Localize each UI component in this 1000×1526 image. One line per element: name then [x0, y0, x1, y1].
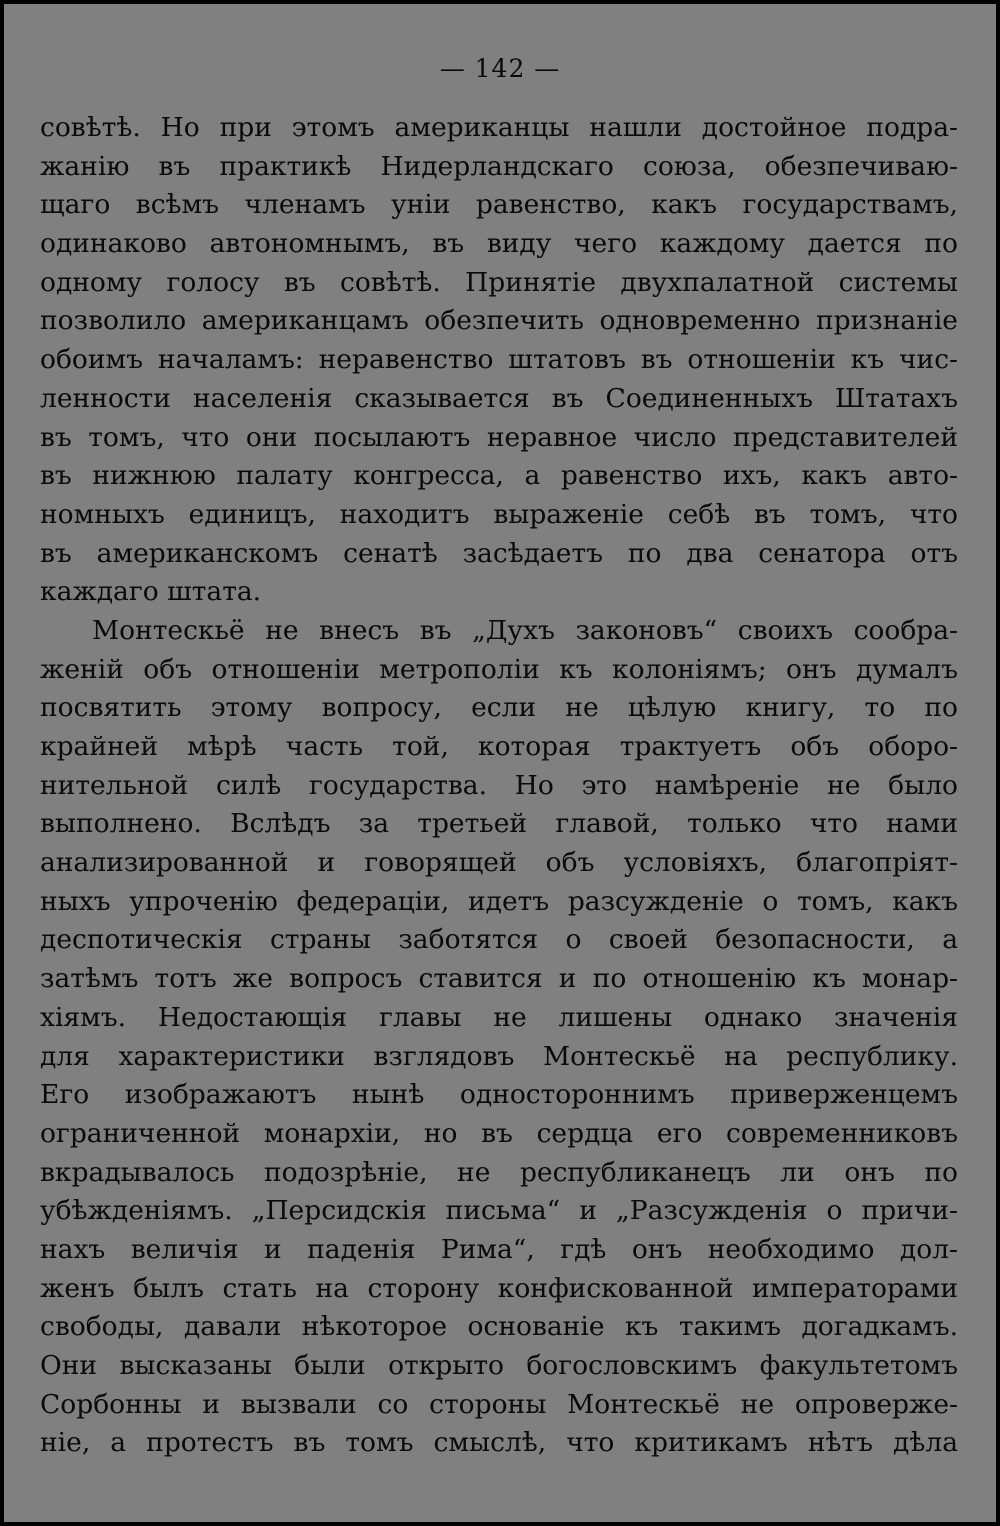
text-line: вкрадывалось подозрѣніе, не республиканецъ ли онъ по	[40, 1156, 958, 1188]
text-line: позволило американцамъ обезпечить одновременно признаніе	[40, 305, 958, 337]
text-line: убѣжденіямъ. „Персидскія письма“ и „Разсужденія о причи-	[40, 1195, 958, 1227]
text-line: хіямъ. Недостающія главы не лишены однако значенія	[40, 1001, 958, 1033]
text-line: нахъ величія и паденія Рима“, гдѣ онъ необходимо дол-	[40, 1233, 958, 1265]
text-line: свободы, давали нѣкоторое основаніе къ такимъ догадкамъ.	[40, 1311, 958, 1343]
text-line: совѣтѣ. Но при этомъ американцы нашли достойное подра-	[40, 112, 958, 143]
text-line: ніе, а протестъ въ томъ смыслѣ, что критикамъ нѣтъ дѣла	[40, 1427, 958, 1459]
text-line: ленности населенія сказывается въ Соединенныхъ Штатахъ	[40, 382, 958, 414]
text-line: одному голосу въ совѣтѣ. Принятіе двухпалатной системы	[40, 266, 958, 298]
text-line: обоимъ началамъ: неравенство штатовъ въ отношеніи къ чис-	[40, 344, 958, 376]
text-line: Сорбонны и вызвали со стороны Монтескьё не опроверже-	[40, 1388, 958, 1420]
text-line: посвятить этому вопросу, если не цѣлую книгу, то по	[40, 692, 958, 724]
text-line: Они высказаны были открыто богословскимъ факультетомъ	[40, 1350, 958, 1381]
text-line: крайней мѣрѣ часть той, которая трактуетъ объ оборо-	[40, 731, 958, 762]
text-line: Монтескьё не внесъ въ „Духъ законовъ“ своихъ сообра-	[92, 614, 958, 646]
text-line: выполнено. Вслѣдъ за третьей главой, только что нами	[40, 808, 958, 840]
text-line: въ томъ, что они посылаютъ неравное число представителей	[40, 421, 958, 453]
text-line: анализированной и говорящей объ условіяхъ, благопріят-	[40, 847, 958, 879]
text-line: въ нижнюю палату конгресса, а равенство ихъ, какъ авто-	[40, 460, 958, 492]
text-line: женъ былъ стать на сторону конфискованной императорами	[40, 1272, 958, 1304]
text-line: номныхъ единицъ, находитъ выраженіе себѣ въ томъ, что	[40, 498, 958, 530]
text-line: для характеристики взглядовъ Монтескьё на республику.	[40, 1040, 958, 1072]
body-text	[40, 109, 958, 1463]
text-line: каждаго штата.	[40, 576, 262, 608]
text-line: ограниченной монархіи, но въ сердца его современниковъ	[40, 1117, 958, 1149]
text-line: жанію въ практикѣ Нидерландскаго союза, обезпечиваю-	[40, 150, 958, 182]
text-line: въ американскомъ сенатѣ засѣдаетъ по два сенатора отъ	[40, 537, 958, 569]
text-line: щаго всѣмъ членамъ уніи равенство, какъ государствамъ,	[40, 189, 958, 221]
book-page	[4, 4, 996, 1522]
text-line: Его изображаютъ нынѣ одностороннимъ приверженцемъ	[40, 1079, 958, 1111]
text-line: женій объ отношеніи метрополіи къ колоніямъ; онъ думалъ	[40, 653, 958, 685]
text-line: деспотическія страны заботятся о своей безопасности, а	[40, 924, 958, 956]
text-line: одинаково автономнымъ, въ виду чего каждому дается по	[40, 228, 958, 260]
text-line: ныхъ упроченію федераціи, идетъ разсужденіе о томъ, какъ	[40, 885, 958, 917]
page-number: — 142 —	[439, 54, 561, 83]
text-line: нительной силѣ государства. Но это намѣреніе не было	[40, 769, 958, 801]
text-line: затѣмъ тотъ же вопросъ ставится и по отношенію къ монар-	[40, 963, 958, 995]
